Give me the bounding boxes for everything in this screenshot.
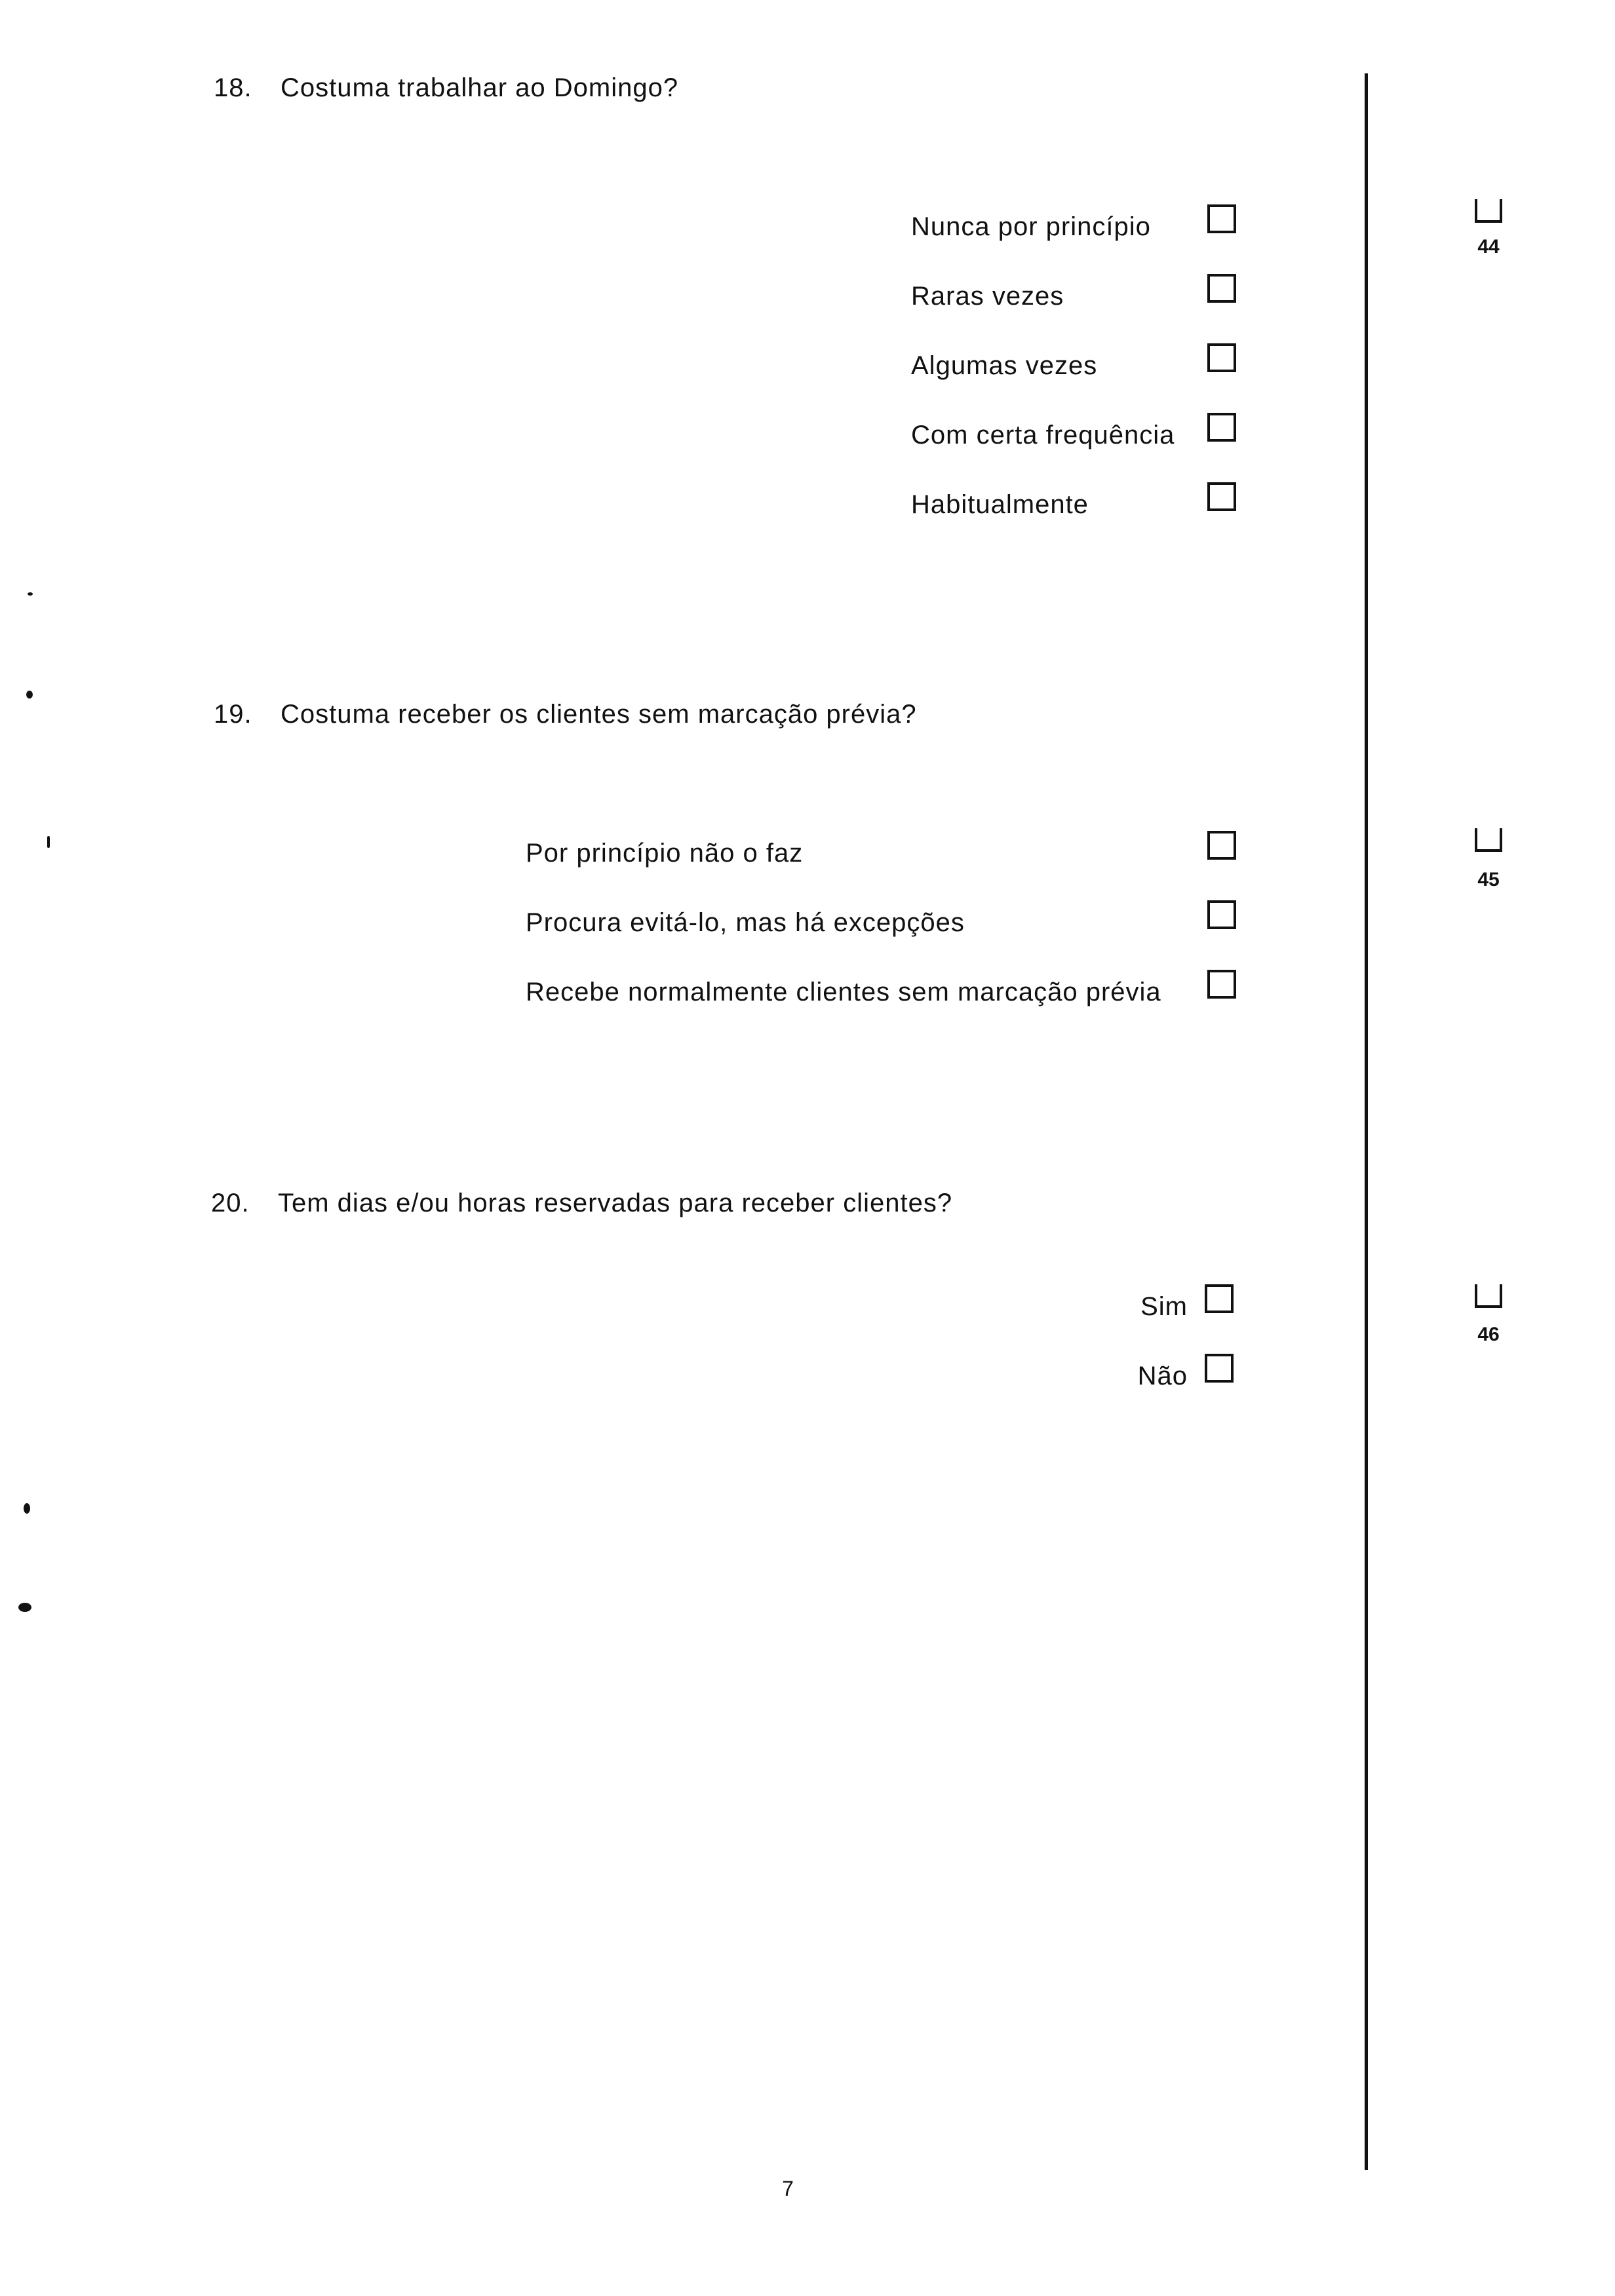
q20-code-number: 46 bbox=[1477, 1324, 1500, 1345]
scan-speck bbox=[47, 836, 50, 848]
scan-speck bbox=[24, 1503, 30, 1514]
q19-option-label: Recebe normalmente clientes sem marcação prévia bbox=[526, 978, 1161, 1006]
q19-option-checkbox[interactable] bbox=[1207, 970, 1236, 999]
question-18-number: 18. bbox=[214, 73, 252, 102]
q18-code-box[interactable] bbox=[1475, 199, 1502, 223]
q19-option-checkbox[interactable] bbox=[1207, 831, 1236, 860]
question-19-text: Costuma receber os clientes sem marcação prévia? bbox=[281, 700, 917, 729]
q18-option-checkbox[interactable] bbox=[1207, 274, 1236, 303]
q18-code-number: 44 bbox=[1477, 236, 1500, 258]
question-19-number: 19. bbox=[214, 700, 252, 729]
q18-option-checkbox[interactable] bbox=[1207, 343, 1236, 372]
question-20-text: Tem dias e/ou horas reservadas para receber clientes? bbox=[278, 1189, 953, 1217]
q18-option-label: Nunca por princípio bbox=[911, 212, 1151, 241]
q19-code-number: 45 bbox=[1477, 869, 1500, 890]
q18-option-label: Com certa frequência bbox=[911, 421, 1175, 450]
q19-option-label: Procura evitá-lo, mas há excepções bbox=[526, 908, 965, 937]
q20-option-label: Sim bbox=[1140, 1292, 1188, 1321]
scan-speck bbox=[18, 1603, 31, 1612]
q18-option-label: Algumas vezes bbox=[911, 351, 1098, 380]
q18-option-label: Habitualmente bbox=[911, 490, 1089, 519]
q18-option-checkbox[interactable] bbox=[1207, 482, 1236, 511]
q19-option-label: Por princípio não o faz bbox=[526, 839, 804, 868]
q20-option-checkbox[interactable] bbox=[1205, 1354, 1234, 1383]
question-18-text: Costuma trabalhar ao Domingo? bbox=[281, 73, 679, 102]
scan-speck bbox=[28, 592, 33, 596]
q19-code-box[interactable] bbox=[1475, 828, 1502, 852]
coding-column-divider bbox=[1365, 73, 1368, 2170]
q18-option-checkbox[interactable] bbox=[1207, 413, 1236, 442]
scan-speck bbox=[26, 691, 33, 698]
q20-option-checkbox[interactable] bbox=[1205, 1284, 1234, 1313]
q18-option-checkbox[interactable] bbox=[1207, 204, 1236, 233]
page-number: 7 bbox=[782, 2177, 794, 2200]
question-20-number: 20. bbox=[211, 1189, 250, 1217]
q20-code-box[interactable] bbox=[1475, 1284, 1502, 1308]
q18-option-label: Raras vezes bbox=[911, 282, 1064, 311]
q19-option-checkbox[interactable] bbox=[1207, 900, 1236, 929]
q20-option-label: Não bbox=[1137, 1362, 1188, 1390]
